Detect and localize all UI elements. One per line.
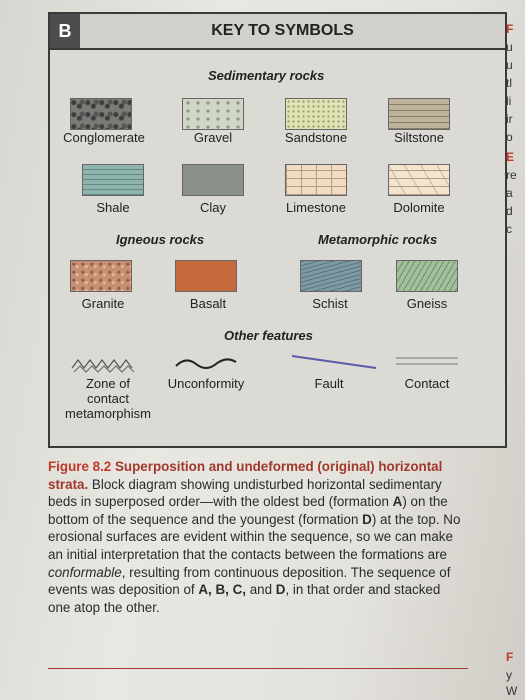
fault-symbol (290, 350, 380, 374)
heading-other-features: Other features (224, 328, 313, 343)
granite-swatch (70, 260, 132, 292)
shale-swatch (82, 164, 144, 196)
unconformity-symbol (172, 352, 252, 374)
contact-label: Contact (404, 376, 450, 391)
formation-d: D (362, 511, 372, 527)
gneiss-label: Gneiss (406, 296, 448, 311)
figure-reference: Figure 8.2 (48, 459, 112, 474)
siltstone-swatch (388, 98, 450, 130)
edge-text-6: ir (506, 112, 513, 126)
figure-title: Superposition and undeformed (original) horizontal strata. (48, 459, 443, 492)
contact-metamorphism-symbol (70, 354, 150, 374)
key-to-symbols-panel (48, 12, 507, 448)
conglomerate-swatch (70, 98, 132, 130)
formation-d-2: D (275, 582, 286, 598)
heading-igneous: Igneous rocks (116, 232, 205, 247)
sandstone-label: Sandstone (284, 130, 348, 145)
caption-text-3: ) at the top. No erosional surfaces are evident within the sequence, so we can make an initial interpretation that the contacts between the formations are (48, 511, 461, 562)
heading-sedimentary: Sedimentary rocks (208, 68, 325, 83)
edge-text-9: re (506, 168, 517, 182)
conformable-term: conformable (48, 564, 122, 580)
caption-text-4: , resulting from continuous deposition. The sequence of events was deposition of (48, 564, 451, 598)
limestone-swatch (285, 164, 347, 196)
basalt-label: Basalt (189, 296, 227, 311)
limestone-label: Limestone (286, 200, 346, 215)
clay-label: Clay (199, 200, 226, 215)
granite-label: Granite (81, 296, 125, 311)
edge-text-13: F (506, 650, 514, 664)
formation-a: A (392, 494, 403, 510)
contact-metamorphism-line-1: Zone of (85, 376, 131, 391)
fault-label: Fault (314, 376, 344, 391)
dolomite-swatch (388, 164, 450, 196)
edge-text-12: c (506, 222, 512, 236)
caption-text-2: ) on the bottom of the sequence and the youngest (formation (48, 494, 448, 527)
contact-metamorphism-label (58, 376, 158, 421)
unconformity-label: Unconformity (167, 376, 245, 391)
siltstone-label: Siltstone (394, 130, 444, 145)
gneiss-swatch (396, 260, 458, 292)
edge-text-14: y (506, 668, 512, 682)
panel-letter: B (50, 14, 80, 48)
clay-swatch (182, 164, 244, 196)
contact-metamorphism-line-2: contact (87, 391, 129, 406)
edge-text-11: d (506, 204, 513, 218)
key-title: KEY TO SYMBOLS (211, 22, 354, 39)
contact-symbol (394, 352, 460, 372)
edge-text-10: a (506, 186, 513, 200)
contact-metamorphism-line-3: metamorphism (65, 406, 151, 421)
gravel-label: Gravel (193, 130, 233, 145)
dolomite-label: Dolomite (393, 200, 445, 215)
edge-text-3: u (506, 58, 513, 72)
edge-text-4: tl (506, 76, 512, 90)
edge-text-15: W (506, 684, 518, 698)
edge-text-2: u (506, 40, 513, 54)
edge-text-5: li (506, 94, 512, 108)
edge-text-1: F (506, 22, 514, 36)
conglomerate-label: Conglomerate (63, 130, 145, 145)
sandstone-swatch (285, 98, 347, 130)
shale-label: Shale (96, 200, 130, 215)
caption-bottom-rule (48, 668, 468, 669)
key-header (50, 14, 505, 50)
schist-label: Schist (312, 296, 348, 311)
figure-caption (48, 458, 463, 616)
caption-text-1: Block diagram showing undisturbed horizontal sedimentary beds in superposed order—with the oldest bed (formation (48, 476, 442, 510)
formations-abc: A, B, C, (198, 582, 246, 598)
caption-text-5: and (246, 582, 276, 598)
heading-metamorphic: Metamorphic rocks (318, 232, 438, 247)
schist-swatch (300, 260, 362, 292)
gravel-swatch (182, 98, 244, 130)
caption-text-6: , in that order and stacked one atop the other. (48, 582, 441, 615)
edge-text-8: E (506, 150, 515, 164)
basalt-swatch (175, 260, 237, 292)
edge-text-7: o (506, 130, 513, 144)
